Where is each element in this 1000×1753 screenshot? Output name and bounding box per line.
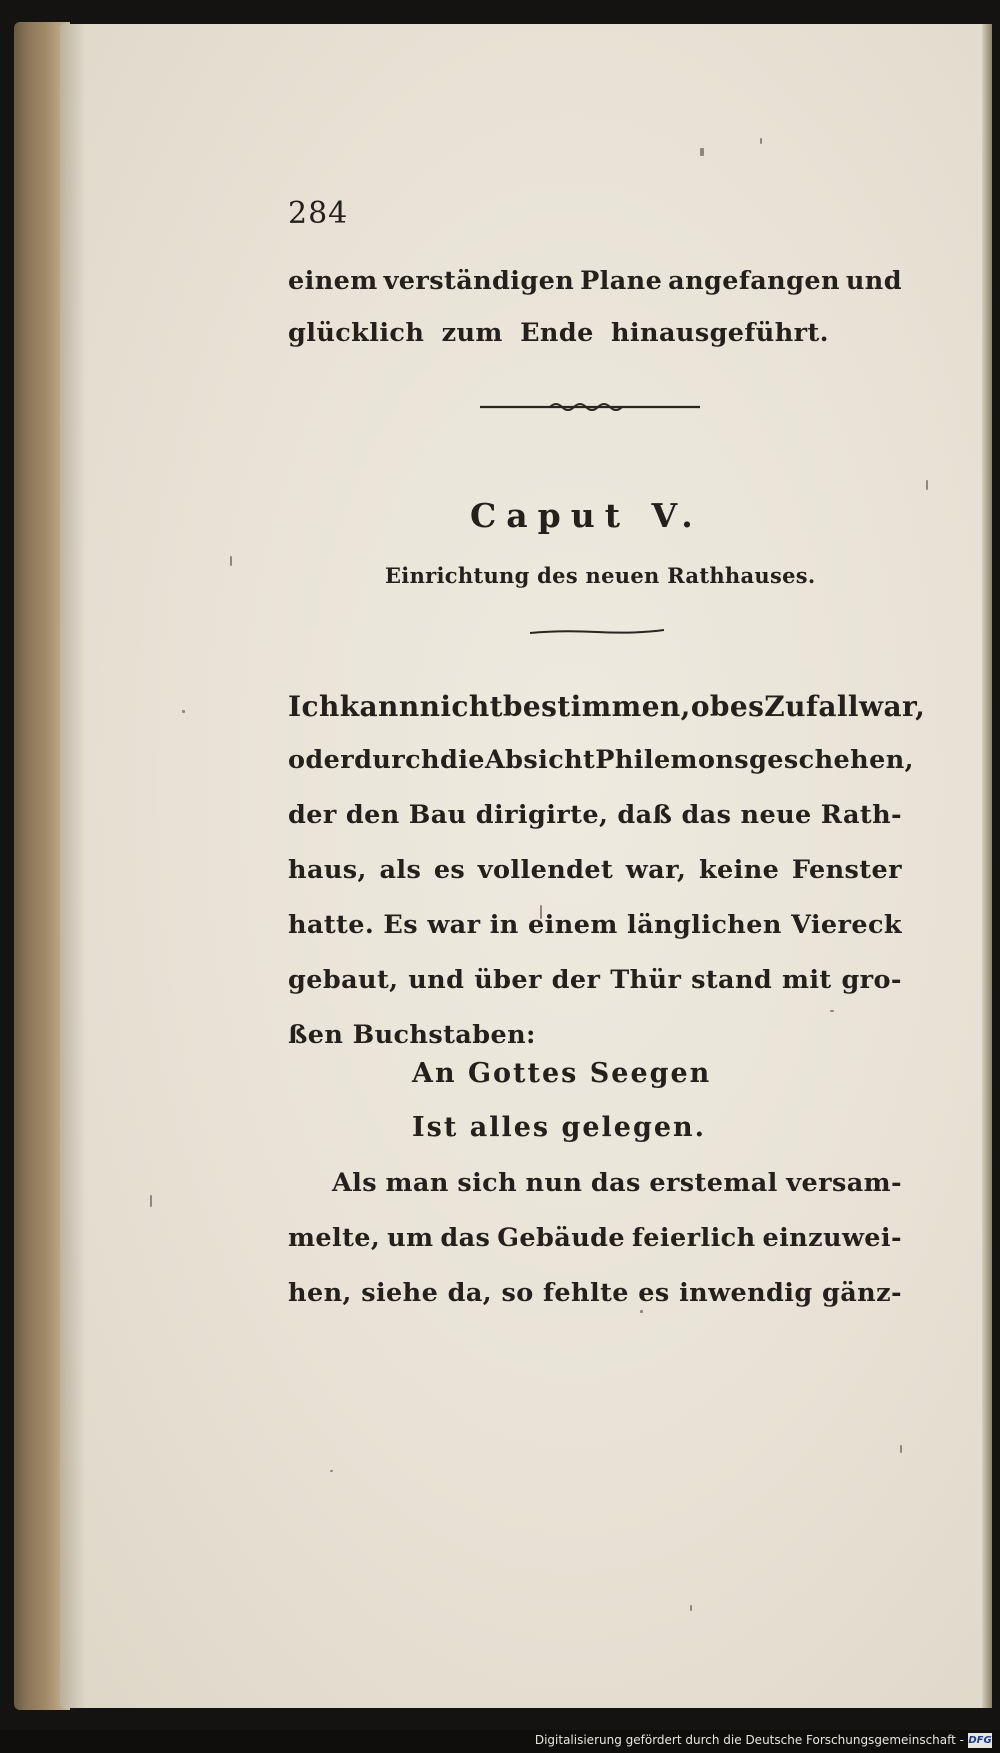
word: versam-: [786, 1168, 902, 1198]
word: der: [288, 800, 337, 830]
body-line-3: [288, 800, 902, 830]
gutter-shadow: [60, 24, 86, 1708]
word: und: [408, 965, 465, 995]
word: Plane: [580, 266, 663, 296]
word: Ende: [520, 318, 594, 348]
paper-speck: [700, 148, 704, 156]
word: nicht: [419, 690, 503, 723]
paper-speck: [640, 1310, 643, 1313]
opening-line-2: [288, 318, 829, 348]
word: es: [729, 690, 765, 723]
word: um: [387, 1223, 434, 1253]
word: fehlte: [543, 1278, 629, 1308]
word: länglichen: [627, 910, 782, 940]
word: einem: [528, 910, 618, 940]
paper-speck: [690, 1605, 692, 1611]
word: war: [427, 910, 481, 940]
word: Absicht: [484, 745, 596, 775]
word: inwendig: [679, 1278, 813, 1308]
word: den: [345, 800, 400, 830]
paper-speck: [182, 710, 185, 713]
word: Rath-: [820, 800, 902, 830]
closing-line-2: [288, 1223, 902, 1253]
paper-speck: [760, 138, 762, 144]
word: Fenster: [791, 855, 902, 885]
word: und: [845, 266, 902, 296]
word: hinausgeführt.: [610, 318, 829, 348]
inscription-line-2: Ist alles gelegen.: [412, 1112, 707, 1143]
word: melte,: [288, 1223, 381, 1253]
body-line-1: [288, 690, 926, 723]
closing-line-3: [288, 1278, 902, 1308]
body-line-5: [288, 910, 902, 940]
page-right-edge: [982, 24, 992, 1708]
short-divider: [530, 628, 664, 636]
word: hen,: [288, 1278, 352, 1308]
word: kann: [339, 690, 420, 723]
word: feierlich: [631, 1223, 756, 1253]
word: ßen Buchstaben:: [288, 1020, 536, 1050]
word: einzuwei-: [762, 1223, 902, 1253]
word: Philemons: [595, 745, 750, 775]
word: Viereck: [791, 910, 902, 940]
word: das: [590, 1168, 641, 1198]
word: das: [681, 800, 732, 830]
word: zum: [441, 318, 503, 348]
word: verständigen: [383, 266, 575, 296]
paper-speck: [900, 1445, 902, 1453]
word: gro-: [841, 965, 902, 995]
word: die: [439, 745, 485, 775]
word: gebaut,: [288, 965, 399, 995]
paper-speck: [230, 556, 232, 566]
inscription-line-1: An Gottes Seegen: [412, 1058, 712, 1089]
page-number: 284: [288, 196, 349, 231]
word: Thür: [610, 965, 682, 995]
word: Als: [332, 1168, 378, 1198]
word: sich: [457, 1168, 518, 1198]
word: als: [379, 855, 422, 885]
word: durch: [354, 745, 440, 775]
word: angefangen: [668, 266, 840, 296]
word: Bau: [408, 800, 467, 830]
word: in: [489, 910, 519, 940]
paper-speck: [150, 1195, 152, 1207]
word: das: [440, 1223, 491, 1253]
word: dirigirte,: [475, 800, 609, 830]
word: es: [638, 1278, 670, 1308]
word: erstemal: [649, 1168, 778, 1198]
dfg-logo: DFG: [968, 1735, 992, 1746]
word: gänz-: [821, 1278, 902, 1308]
word: Gebäude: [497, 1223, 625, 1253]
word: hatte.: [288, 910, 375, 940]
word: vollendet: [477, 855, 614, 885]
body-line-2: [288, 745, 914, 775]
word: der: [551, 965, 601, 995]
word: war,: [625, 855, 687, 885]
word: mit: [781, 965, 832, 995]
word: oder: [288, 745, 355, 775]
closing-line-1: [332, 1168, 902, 1198]
word: bestimmen,: [502, 690, 691, 723]
chapter-subtitle: Einrichtung des neuen Rathhauses.: [385, 563, 816, 588]
body-line-4: [288, 855, 902, 885]
word: Zufall: [764, 690, 859, 723]
digitization-credit: Digitalisierung gefördert durch die Deutsche Forschungsgemeinschaft -: [534, 1733, 964, 1747]
word: keine: [698, 855, 780, 885]
word: stand: [691, 965, 773, 995]
word: einem: [288, 266, 378, 296]
chapter-title: Caput V.: [470, 496, 703, 535]
word: neue: [740, 800, 812, 830]
word: nun: [525, 1168, 583, 1198]
word: ob: [690, 690, 730, 723]
body-line-6: [288, 965, 902, 995]
word: geschehen,: [749, 745, 914, 775]
word: über: [474, 965, 542, 995]
paper-speck: [926, 480, 928, 490]
body-line-7: [288, 1020, 536, 1050]
word: siehe: [361, 1278, 439, 1308]
word: Es: [383, 910, 419, 940]
paper-speck: [830, 1010, 834, 1012]
word: da,: [447, 1278, 493, 1308]
word: so: [501, 1278, 534, 1308]
word: es: [433, 855, 466, 885]
word: Ich: [288, 690, 340, 723]
opening-line-1: [288, 266, 902, 296]
word: glücklich: [288, 318, 425, 348]
word: man: [385, 1168, 449, 1198]
word: daß: [617, 800, 673, 830]
word: haus,: [288, 855, 367, 885]
word: war,: [858, 690, 926, 723]
paper-speck: [330, 1470, 333, 1472]
ornamental-divider: [480, 400, 700, 414]
